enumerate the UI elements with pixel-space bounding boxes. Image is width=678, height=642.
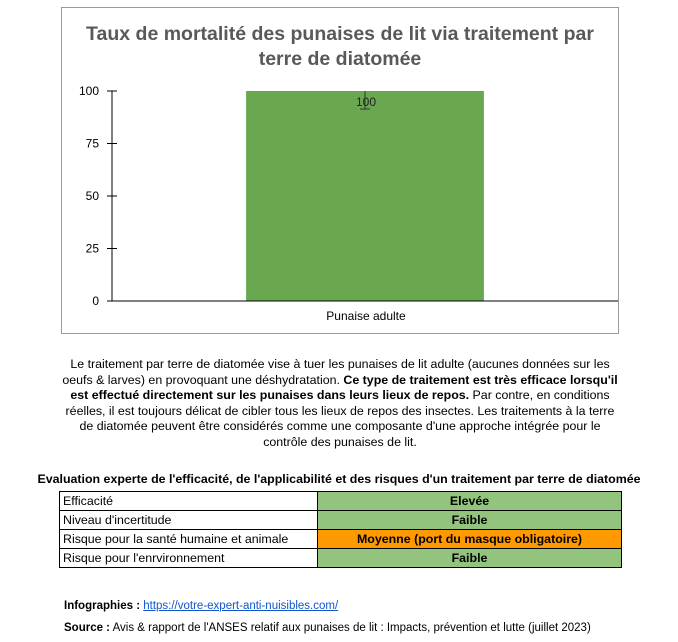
bar-chart (62, 8, 618, 333)
description-text-1: Le traitement par terre de diatomée vise à tuer les punaises de lit adulte (aucunes données sur les oeufs & larves) en provoquant une déshydratation. (62, 357, 610, 387)
data-label: 100 (355, 95, 377, 109)
description-bold-text: Ce type de traitement est très efficace lorsqu'il est effectué directement sur les punaises dans leurs lieux de repos. (70, 372, 618, 403)
rating-cell: Elevée (318, 492, 622, 511)
source-label: Source : (64, 622, 111, 634)
y-tick-label: 100 (78, 84, 99, 98)
table-row (60, 549, 622, 568)
y-tick-label: 0 (92, 294, 99, 308)
infographics-line (64, 600, 338, 612)
infographics-label: Infographies : (64, 600, 141, 612)
category-label: Punaise adulte (326, 309, 406, 323)
table-row (60, 530, 622, 549)
y-tick-label: 75 (85, 136, 99, 151)
evaluation-title: Evaluation experte de l'efficacité, de l'applicabilité et des risques d'un traitement par terre de diatomée (37, 472, 641, 486)
criterion-cell: Niveau d'incertitude (60, 511, 318, 530)
source-line (64, 622, 591, 634)
table-row (60, 492, 622, 511)
y-tick-label: 25 (85, 241, 99, 256)
source-text: Avis & rapport de l'ANSES relatif aux punaises de lit : Impacts, prévention et lutte (juillet 2023) (112, 622, 591, 634)
criterion-cell: Risque pour la santé humaine et animale (60, 530, 318, 549)
description-text-2: Par contre, en conditions réelles, il est toujours délicat de cibler tous les lieux de repos des insectes. Les traitements à la terre de diatomée peuvent être considérés comme une composante d'une approche intégrée pour le contrôle des punaises de lit. (65, 388, 615, 449)
infographics-link[interactable]: https://votre-expert-anti-nuisibles.com/ (143, 600, 339, 612)
bar (246, 91, 484, 301)
rating-cell: Faible (318, 549, 622, 568)
evaluation-table (59, 491, 622, 568)
chart-title: Taux de mortalité des punaises de lit via traitement par terre de diatomée (86, 23, 594, 70)
chart-container (61, 7, 619, 334)
table-row (60, 511, 622, 530)
y-tick-label: 50 (85, 189, 99, 203)
rating-cell: Moyenne (port du masque obligatoire) (318, 530, 622, 549)
criterion-cell: Risque pour l'enrvironnement (60, 549, 318, 568)
criterion-cell: Efficacité (60, 492, 318, 511)
rating-cell: Faible (318, 511, 622, 530)
description-paragraph (60, 357, 620, 451)
